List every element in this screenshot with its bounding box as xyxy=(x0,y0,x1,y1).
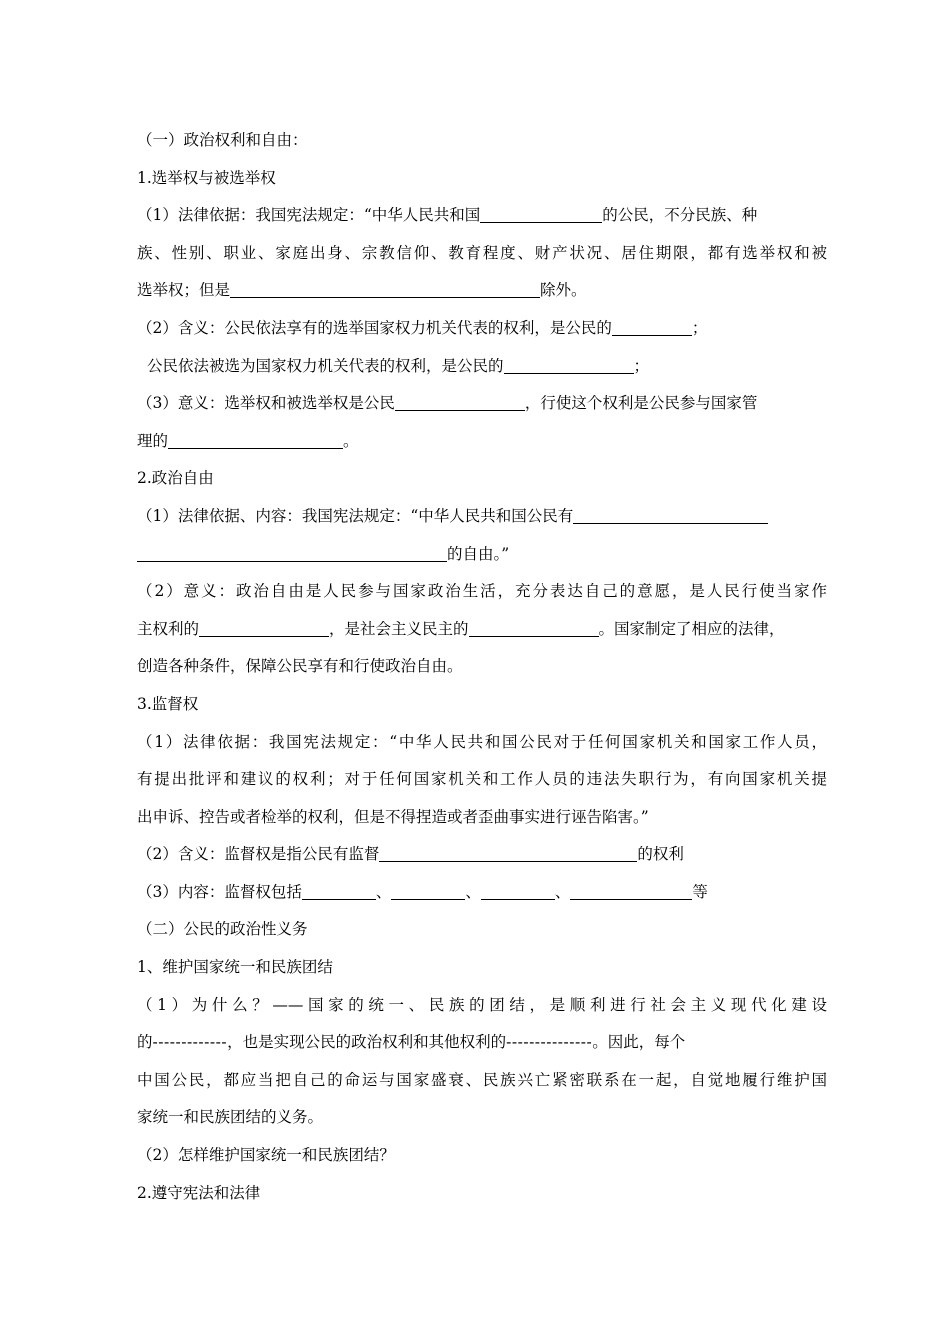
section-heading-political-duties: （二）公民的政治性义务 xyxy=(137,920,308,939)
fill-blank[interactable] xyxy=(379,846,637,863)
paragraph-line: 选举权；但是 除外。 xyxy=(137,281,587,300)
fill-blank[interactable] xyxy=(481,883,555,900)
fill-blank[interactable] xyxy=(612,319,692,336)
paragraph-line: （3）意义：选举权和被选举权是公民 ，行使这个权利是公民参与国家管 xyxy=(137,394,758,413)
subheading-political-freedom: 2.政治自由 xyxy=(137,469,214,488)
document-page xyxy=(137,122,827,1212)
fill-blank[interactable] xyxy=(137,545,447,562)
paragraph-line: 有提出批评和建议的权利；对于任何国家机关和工作人员的违法失职行为，有向国家机关提 xyxy=(137,770,827,789)
paragraph-line: 中国公民，都应当把自己的命运与国家盛衰、民族兴亡紧密联系在一起，自觉地履行维护国 xyxy=(137,1070,827,1089)
fill-blank[interactable] xyxy=(570,883,692,900)
dash-blank[interactable]: --------------- xyxy=(506,1033,593,1052)
fill-blank[interactable] xyxy=(230,282,540,299)
paragraph-line: 家统一和民族团结的义务。 xyxy=(137,1108,324,1127)
section-heading-political-rights: （一）政治权利和自由： xyxy=(137,131,308,149)
paragraph-line: 的自由。” xyxy=(137,536,827,574)
paragraph-line: 族、性别、职业、家庭出身、宗教信仰、教育程度、财产状况、居住期限，都有选举权和被 xyxy=(137,243,827,262)
paragraph-line: （2）怎样维护国家统一和民族团结？ xyxy=(137,1146,395,1165)
fill-blank[interactable] xyxy=(395,395,525,412)
paragraph-line: （2）意义：政治自由是人民参与国家政治生活，充分表达自己的意愿，是人民行使当家作 xyxy=(137,582,827,601)
paragraph-line: （1）法律依据：我国宪法规定：“中华人民共和国公民对于任何国家机关和国家工作人员， xyxy=(137,732,827,751)
subheading-election-rights: 1.选举权与被选举权 xyxy=(137,168,276,187)
dash-blank[interactable]: ------------- xyxy=(152,1033,228,1052)
fill-blank[interactable] xyxy=(469,620,599,637)
fill-blank[interactable] xyxy=(199,620,329,637)
paragraph-line: （3）内容：监督权包括 、 、 、 等 xyxy=(137,882,708,901)
paragraph-line: 创造各种条件，保障公民享有和行使政治自由。 xyxy=(137,657,463,676)
paragraph-line: （1）法律依据、内容：我国宪法规定：“中华人民共和国公民有 xyxy=(137,498,827,536)
paragraph-line: （1）法律依据：我国宪法规定：“中华人民共和国 的公民，不分民族、种 xyxy=(137,206,758,225)
paragraph-line: 的-------------，也是实现公民的政治权利和其他权利的---------------。因此，每个 xyxy=(137,1033,686,1052)
paragraph-line: （2）含义：公民依法享有的选举国家权力机关代表的权利，是公民的 ； xyxy=(137,318,708,337)
subheading-supervision-right: 3.监督权 xyxy=(137,694,199,713)
fill-blank[interactable] xyxy=(391,883,465,900)
paragraph-line: 理的 。 xyxy=(137,431,359,450)
fill-blank[interactable] xyxy=(504,357,634,374)
subheading-national-unity: 1、维护国家统一和民族团结 xyxy=(137,958,333,977)
subheading-obey-constitution: 2.遵守宪法和法律 xyxy=(137,1183,261,1202)
paragraph-line: 公民依法被选为国家权力机关代表的权利，是公民的 ； xyxy=(147,356,650,375)
paragraph-line: 出申诉、控告或者检举的权利，但是不得捏造或者歪曲事实进行诬告陷害。” xyxy=(137,807,649,826)
paragraph-line: 主权利的 ，是社会主义民主的 。国家制定了相应的法律， xyxy=(137,619,785,638)
fill-blank[interactable] xyxy=(573,507,768,524)
fill-blank[interactable] xyxy=(302,883,376,900)
paragraph-line: （1）为什么？——国家的统一、民族的团结，是顺利进行社会主义现代化建设 xyxy=(137,995,827,1014)
fill-blank[interactable] xyxy=(480,207,602,224)
fill-blank[interactable] xyxy=(168,432,343,449)
paragraph-line: （2）含义：监督权是指公民有监督 的权利 xyxy=(137,845,684,864)
